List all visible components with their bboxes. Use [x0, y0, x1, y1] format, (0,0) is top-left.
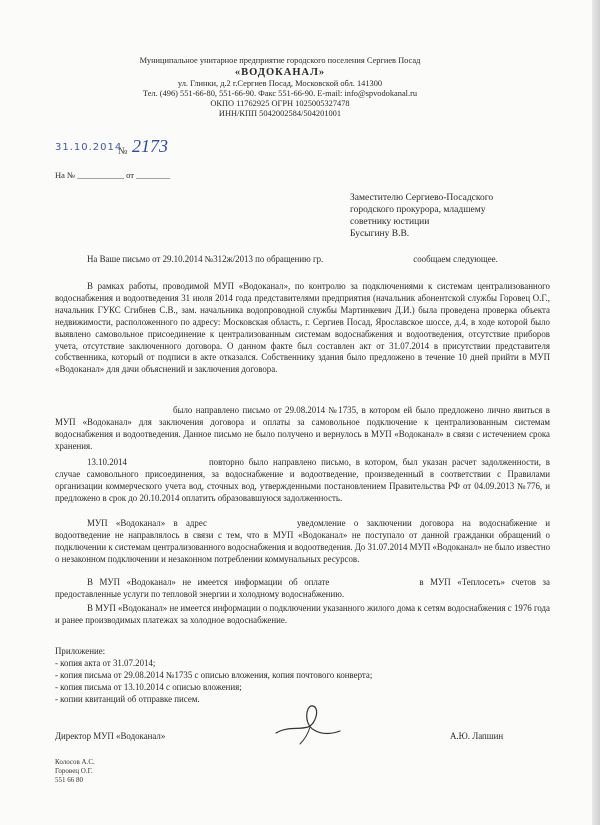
executor-line: Горовец О.Г. [55, 766, 93, 775]
executor-line: Колосов А.С. [55, 758, 95, 766]
addressee-line: городского прокурора, младшему [350, 205, 486, 215]
annex-list [55, 645, 550, 705]
intro-text-end: сообщаем следующее. [413, 254, 498, 264]
signatory-name: А.Ю. Лапшин [450, 731, 504, 741]
outgoing-date-stamp: 31.10.2014 [55, 142, 123, 153]
annex-item: - копия письма от 13.10.2014 с описью вложения; [55, 682, 242, 692]
outgoing-number-label: № [118, 146, 128, 157]
paragraph-connection: В МУП «Водоканал» не имеется информации о подключении указанного жилого дома к сетям водоснабжения с 1976 года и ранее производимых платежах за холодное водоснабжение. [55, 603, 550, 625]
first-letter-text: было направлено письмо от 29.08.2014 №1735, в котором ей было предложено лично явиться в МУП «Водоканал» для заключения договора и оплаты за самовольное подключение к централизованным системам водоснабжения и водоотведения. Данное письмо не было получено и вернулось в МУП «Водоканал» в связи с истечением срока хранения. [55, 405, 550, 451]
second-letter-date: 13.10.2014 [87, 457, 127, 467]
executors-block [55, 758, 95, 784]
org-okpo: ОКПО 11762925 ОГРН 1025005327478 [210, 99, 350, 108]
addressee-block [350, 192, 545, 240]
executor-phone: 551 66 80 [55, 775, 83, 784]
intro-text-start: На Ваше письмо от 29.10.2014 №312ж/2013 по обращению гр. [87, 254, 324, 264]
letterhead [100, 56, 460, 119]
paragraph-notification [55, 518, 550, 566]
addressee-line: советнику юстиции [350, 217, 430, 227]
org-contacts: Тел. (496) 551-66-80, 551-66-90. Факс 551-66-90. E-mail: info@spvodokanal.ru [142, 89, 418, 98]
payments-text-start: В МУП «Водоканал» не имеется информации об оплате [87, 577, 330, 587]
payments-text-end: в МУП «Теплосеть» счетов за предоставленные услуги по тепловой энергии и холодному водоснабжению. [55, 577, 550, 599]
second-letter-text: повторно было направлено письмо, в котором, был указан расчет задолженности, в случае самовольного присоединения, за водоснабжение и водоотведение, произведенный в соответствии с Правилами организации коммерческого учета вод, сточных вод, утвержденными постановлением Правительства РФ от 04.09.2013 №776, и предложено в срок до 20.10.2014 оплатить образовавшуюся задолженность. [55, 457, 550, 503]
org-full-name: Муниципальное унитарное предприятие городского поселения Сергиев Посад [139, 56, 421, 65]
paragraph-payments [55, 577, 550, 601]
org-name: «ВОДОКАНАЛ» [234, 67, 326, 78]
outgoing-number-handwritten: 2173 [132, 136, 168, 156]
annex-item: - копия письма от 29.08.2014 №1735 с описью вложения, копия почтового конверта; [55, 670, 373, 680]
reference-line: На № ___________ от ________ [55, 170, 171, 180]
paragraph-inspection: В рамках работы, проводимой МУП «Водоканал», по контролю за подключениями к системам централизованного водоснабжения и водоотведения 31 июля 2014 года представителями предприятия (начальник абонентской службы Горовец О.Г., начальник ГУКС Сгибнев С.В., зам. начальника водопроводной службы Мартинкевич Д.И.) была проведена проверка объекта недвижимости, расположенного по адресу: Московская область, г. Сергиев Посад, Ярославское шоссе, д.4, в ходе которой было выявлено самовольное присоединение к централизованным системам водоснабжения и водоотведения, отсутствие приборов учета, отсутствие заключенного договора. О данном факте был составлен акт от 31.07.2014 в присутствии представителя собственника, который от подписи в акте отказался. Собственнику здания было предложено в течение 10 дней прийти в МУП «Водоканал» для дачи объяснений и заключения договора. [55, 281, 550, 375]
paragraph-second-letter [55, 457, 550, 505]
org-address: ул. Глинки, д.2 г.Сергиев Посад, Московской обл. 141300 [177, 79, 383, 88]
addressee-line: Бусыгину В.В. [350, 229, 410, 239]
notification-text-end: уведомление о заключении договора на водоснабжение и водоотведение не направлялось в связи с тем, что в МУП «Водоканал» не поступало от данной гражданки обращений о подключении к системам централизованного водоснабжения и водоотведения. До 31.07.2014 МУП «Водоканал» не было известно о незаконном подключении и незаконном потреблении коммунальных ресурсов. [55, 518, 550, 564]
annex-title: Приложение: [55, 646, 106, 656]
annex-item: - копии квитанций об отправке писем. [55, 694, 200, 704]
annex-item: - копия акта от 31.07.2014; [55, 658, 156, 668]
paragraph-intro [55, 254, 550, 266]
org-inn: ИНН/КПП 5042002584/504201001 [218, 109, 342, 118]
paragraph-first-letter [55, 405, 550, 453]
addressee-line: Заместителю Сергиево-Посадского [350, 193, 494, 203]
notification-text-start: МУП «Водоканал» в адрес [87, 518, 207, 528]
handwritten-signature [270, 700, 345, 745]
signatory-role: Директор МУП «Водоканал» [55, 731, 166, 741]
